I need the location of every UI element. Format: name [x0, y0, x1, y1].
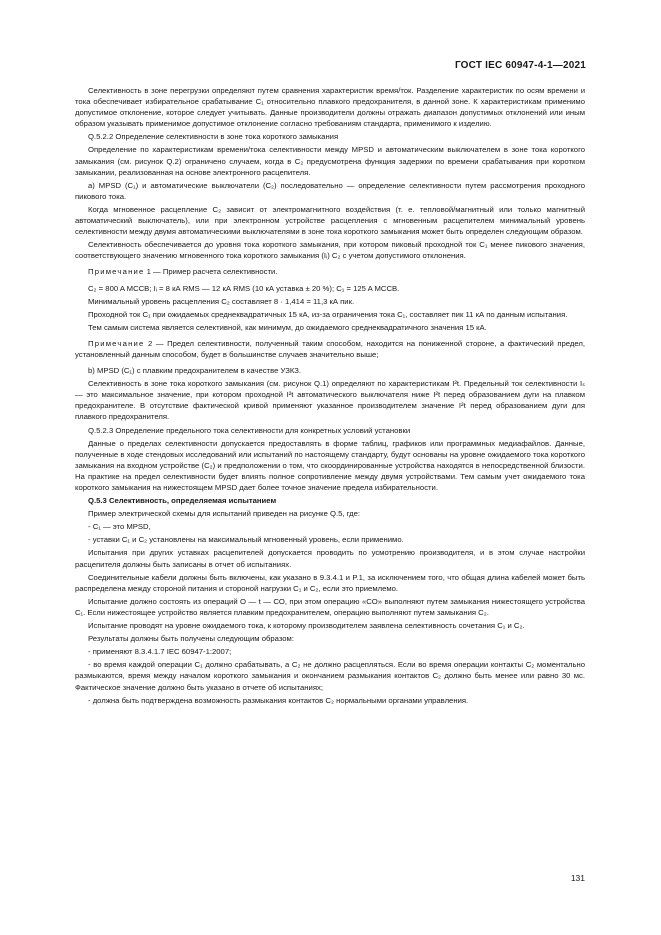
- section-heading-q523: Q.5.2.3 Определение предельного тока селективности для конкретных условий установки: [88, 425, 411, 435]
- list-item-b: b) MPSD (C₁) с плавким предохранителем в качестве УЗКЗ.: [88, 366, 302, 376]
- note-text: 1 — Пример расчета селективности.: [144, 267, 278, 277]
- note-label: Примечание: [88, 338, 145, 348]
- paragraph: Испытание проводят на уровне ожидаемого тока, к которому производителем заявлена селективность сочетания C₁ и C₂.: [88, 621, 525, 631]
- note-text: 2 — Предел селективности, полученный таким способом, находится на пониженной стороне, а фактический предел, установленный данным способом, будет в большинстве случаев значительно выше;: [75, 338, 585, 359]
- paragraph: Испытание должно состоять из операций O — t — CO, при этом операцию «CO» выполняют путем замыкания нижестоящего устройства C₁. Если нижестоящее устройство является плавким предохранителем, операцию выполняют путем замыкания C₂.: [75, 596, 585, 617]
- note-1: [75, 266, 585, 277]
- paragraph: Данные о пределах селективности допускается предоставлять в форме таблиц, графиков или программных медиафайлов. Данные, полученные в ходе стендовых исследований или испытаний по настоящему стандарту, будут основаны на уровне ожидаемого тока короткого замыкания на входном устройстве (C₂) и предположении о том, что скоординированные устройства находятся в непосредственной близости. На практике на предел селективности будет влиять полное сопротивление между двумя устройствами. Тем самым учет ожидаемого тока короткого замыкания на нижестоящем MPSD дает более точное значение предела избирательности.: [75, 438, 585, 492]
- list-item: - во время каждой операции C₁ должно срабатывать, а C₂ не должно расцепляться. Если во время операции контакты C₂ моментально размыкаются, время между началом короткого замыкания и окончанием размыкания контактов C₂ должно быть менее или равно 30 мс. Фактическое значение должно быть указано в отчете об испытаниях;: [75, 660, 585, 692]
- paragraph: Соединительные кабели должны быть включены, как указано в 9.3.4.1 и P.1, за исключением того, что общая длина кабелей может быть распределена между стороной питания и стороной нагрузки C₁ и C₂, если это приемлемо.: [75, 572, 585, 593]
- page-number: 131: [570, 873, 585, 883]
- paragraph: Испытания при других уставках расцепителей допускается проводить по усмотрению производителя, и в этом случае настройки расцепителя должны быть записаны в отчет об испытаниях.: [75, 548, 585, 569]
- paragraph: Селективность обеспечивается до уровня тока короткого замыкания, при котором пиковый проходной ток C₁ менее пикового значения, соответствующего значению мгновенного тока короткого замыкания (Iᵢ) C₂ с учетом допустимого отклонения.: [75, 240, 585, 261]
- note-label: Примечание: [88, 267, 145, 277]
- list-item: - уставки C₁ и C₂ установлены на максимальный мгновенный уровень, если применимо.: [88, 535, 404, 545]
- document-body: [75, 85, 585, 708]
- list-item: - C₁ — это MPSD,: [88, 522, 151, 532]
- standard-code-header: ГОСТ IEC 60947-4-1—2021: [454, 60, 586, 71]
- paragraph: Проходной ток C₁ при ожидаемых среднеквадратичных 15 кА, из-за ограничения тока C₁, составляет пик 11 кА по данным испытания.: [88, 309, 568, 319]
- list-item: - применяют 8.3.4.1.7 IEC 60947-1:2007;: [88, 647, 232, 657]
- paragraph: Результаты должны быть получены следующим образом:: [88, 634, 294, 644]
- paragraph: Тем самым система является селективной, как минимум, до ожидаемого среднеквадратичного значения 15 кА.: [88, 322, 487, 332]
- paragraph: Селективность в зоне тока короткого замыкания (см. рисунок Q.1) определяют по характеристикам I²t. Предельный ток селективности Iₛ — это максимальное значение, при котором проходной I²t автоматического выключателя ниже I²t перед образованием дуги на плавком предохранителе. В отсутствие фактической кривой применяют указанное производителем значение I²t перед образованием дуги для плавкого предохранителя.: [75, 379, 585, 422]
- section-heading-q53: Q.5.3 Селективность, определяемая испытанием: [88, 496, 277, 506]
- note-2: [75, 338, 585, 360]
- section-heading-q522: Q.5.2.2 Определение селективности в зоне тока короткого замыкания: [88, 132, 339, 142]
- paragraph: Пример электрической схемы для испытаний приведен на рисунке Q.5, где:: [88, 509, 361, 519]
- list-item: - должна быть подтверждена возможность размыкания контактов C₂ нормальными органами управления.: [88, 695, 469, 705]
- list-item-a: a) MPSD (C₁) и автоматические выключатели (C₂) последовательно — определение селективности путем рассмотрения проходного пикового тока.: [75, 180, 585, 201]
- paragraph: Определение по характеристикам времени/тока селективности между MPSD и автоматическим выключателем в зоне тока короткого замыкания (см. рисунок Q.2) ограничено случаем, когда в C₂ предусмотрена функция задержки по времени срабатывания при коротком замыкании, реализованная на основе электронного расцепителя.: [75, 145, 585, 177]
- paragraph: Минимальный уровень расцепления C₂ составляет 8 · 1,414 = 11,3 кА пик.: [88, 296, 355, 306]
- paragraph: C₂ = 800 A MCCB; Iᵢ = 8 кА RMS — 12 кА RMS (10 кА уставка ± 20 %); C₁ = 125 A MCCB.: [88, 283, 400, 293]
- paragraph: Когда мгновенное расцепление C₂ зависит от электромагнитного воздействия (т. е. тепловой/магнитный или только магнитный автоматический выключатель), или при электронном устройстве расцепления с мгновенным расцепителем минимальный уровень селективности между двумя автоматическими выключателями в зоне тока короткого замыкания может быть определен следующим образом.: [75, 204, 585, 237]
- paragraph: Селективность в зоне перегрузки определяют путем сравнения характеристик время/ток. Разделение характеристик по осям времени и тока обеспечивает избирательное срабатывание C₁ относительно плавкого предохранителя, в данной зоне. К характеристикам применимо допустимое отклонение, которое следует учитывать. Данные производители должны отражать диапазон допустимых отклонений или иным образом указывать применимое допустимое отклонение согласно требованиям стандарта, применимого к изделию.: [75, 86, 585, 129]
